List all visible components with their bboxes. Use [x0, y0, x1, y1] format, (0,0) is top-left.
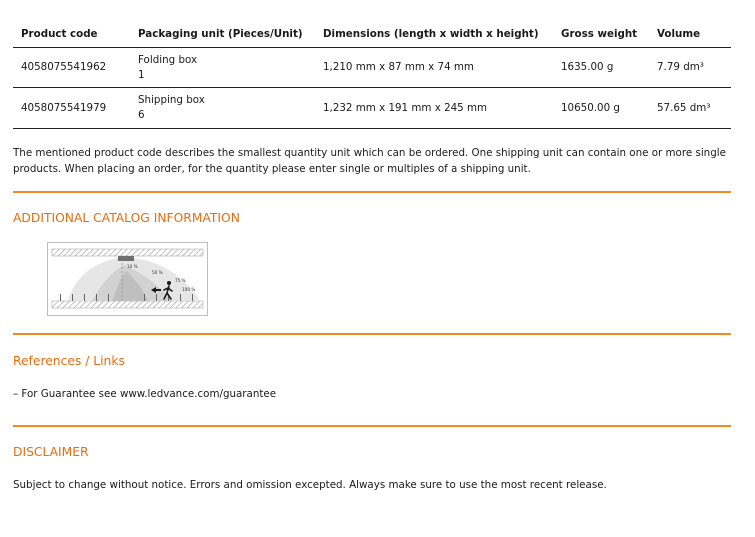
- col-header-gross-weight: Gross weight: [553, 20, 649, 48]
- product-code-cell: 4058075541979: [13, 88, 130, 129]
- ordering-note: The mentioned product code describes the smallest quantity unit which can be ordered. One shipping unit can contain one or more single products. When placing an order, for the quantity please enter single or multiples of a shipping unit.: [13, 147, 726, 175]
- section-divider: [13, 191, 731, 193]
- ceiling-shape: [52, 249, 203, 256]
- label-10-percent: 10 %: [127, 264, 138, 269]
- col-header-volume: Volume: [649, 20, 731, 48]
- detection-range-graphic: [48, 243, 207, 315]
- packaging-count: 1: [138, 68, 145, 81]
- table-row: [13, 88, 731, 129]
- sensor-detection-diagram: [47, 242, 208, 316]
- guarantee-reference-item: – For Guarantee see www.ledvance.com/guarantee: [13, 388, 277, 400]
- floor-shape: [52, 301, 203, 308]
- packaging-count: 6: [138, 109, 145, 121]
- packaging-name: Folding box: [138, 53, 198, 66]
- disclaimer-text: Subject to change without notice. Errors and omission excepted. Always make sure to use the most recent release.: [13, 479, 607, 491]
- sensor-luminaire-shape: [118, 256, 134, 261]
- gross-weight-cell: 10650.00 g: [553, 88, 649, 129]
- volume-cell: 57.65 dm³: [649, 88, 731, 129]
- packaging-name: Shipping box: [138, 94, 205, 106]
- section-divider: [13, 333, 731, 335]
- label-100-percent: 100 %: [182, 287, 196, 292]
- table-header-row: [13, 20, 731, 48]
- col-header-dimensions: Dimensions (length x width x height): [315, 20, 553, 48]
- dimensions-cell: 1,210 mm x 87 mm x 74 mm: [315, 48, 553, 88]
- packaging-unit-cell: [130, 88, 315, 129]
- table-row: [13, 48, 731, 88]
- packaging-table: [13, 20, 731, 129]
- label-50-percent: 50 %: [152, 270, 163, 275]
- col-header-product-code: Product code: [13, 20, 130, 48]
- volume-cell: 7.79 dm³: [649, 48, 731, 88]
- product-code-cell: 4058075541962: [13, 48, 130, 88]
- dimensions-cell: 1,232 mm x 191 mm x 245 mm: [315, 88, 553, 129]
- references-heading: References / Links: [13, 354, 125, 368]
- label-75-percent: 75 %: [175, 278, 186, 283]
- section-divider: [13, 425, 731, 427]
- catalog-heading: ADDITIONAL CATALOG INFORMATION: [13, 211, 240, 225]
- packaging-unit-cell: [130, 48, 315, 88]
- disclaimer-heading: DISCLAIMER: [13, 445, 89, 459]
- col-header-packaging-unit: Packaging unit (Pieces/Unit): [130, 20, 315, 48]
- gross-weight-cell: 1635.00 g: [553, 48, 649, 88]
